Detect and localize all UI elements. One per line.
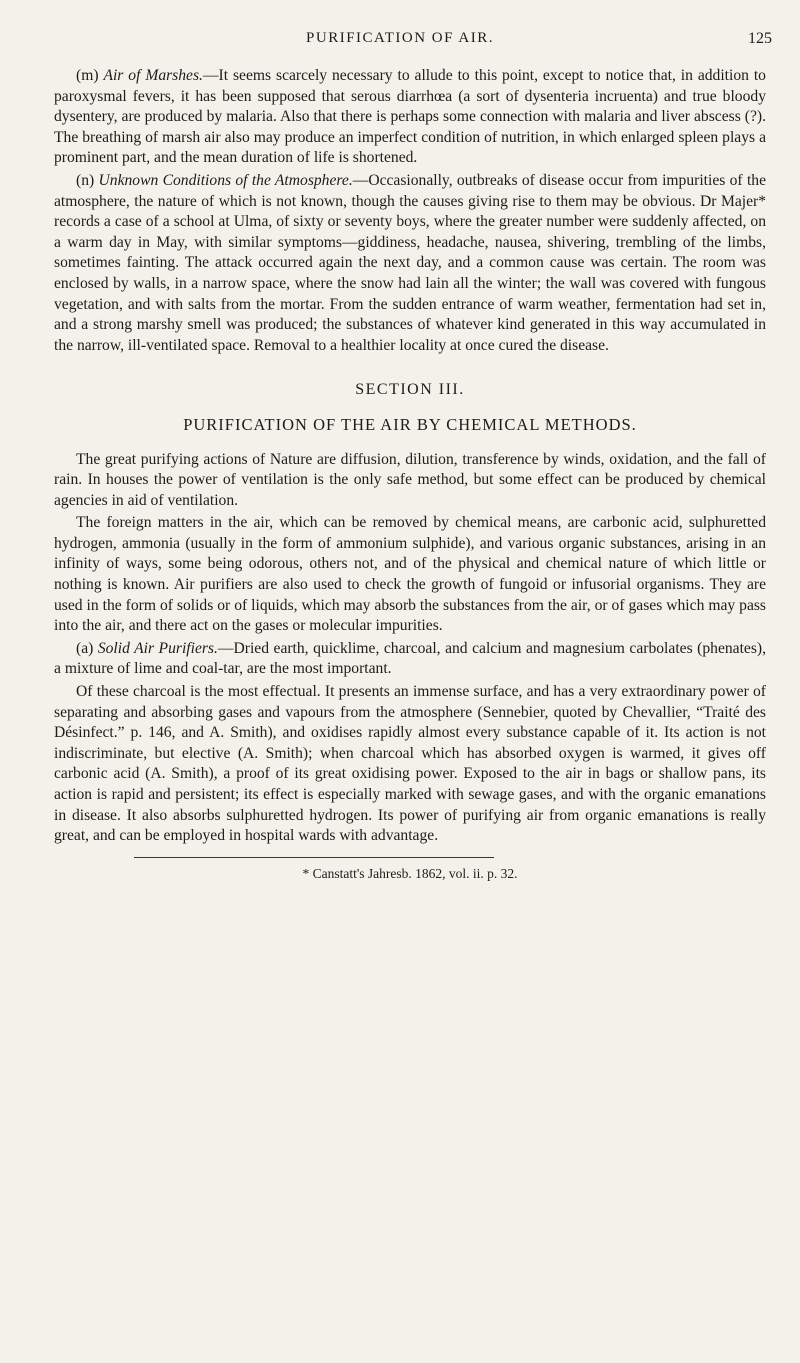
footnote-divider	[134, 857, 494, 858]
page-body	[54, 66, 766, 884]
running-title: PURIFICATION OF AIR.	[306, 30, 494, 46]
page-number: 125	[748, 30, 772, 47]
section-title: PURIFICATION OF THE AIR BY CHEMICAL METHODS.	[183, 414, 637, 434]
paragraph-unknown-conditions	[54, 171, 766, 356]
paragraph-text: —Occasionally, outbreaks of disease occur from impurities of the atmosphere, the nature of which is not known, though the causes giving rise to them may be obvious. Dr Majer* records a case of a school at Ulma, of sixty or seventy boys, where the greater number were suddenly affected, on a warm day in May, with similar symptoms—giddiness, headache, nausea, shivering, trembling of the limbs, sometimes fainting. The attack occurred again the next day, and a common cause was certain. The room was enclosed by walls, in a narrow space, where the snow had lain all the winter; the wall was covered with fungous vegetation, and with salts from the mortar. From the sudden entrance of warm weather, fermentation had set in, and a strong marshy smell was produced; the substances of whatever kind generated in this way accumulated in the narrow, ill-ventilated space. Removal to a healthier locality at once cured the disease.	[54, 171, 766, 354]
paragraph-label: (a)	[76, 639, 94, 657]
paragraph-title: Unknown Conditions of the Atmosphere.	[98, 171, 353, 189]
section-heading: SECTION III.	[355, 381, 465, 399]
paragraph-air-of-marshes	[54, 66, 766, 169]
paragraph-charcoal: Of these charcoal is the most effectual. It presents an immense surface, and has a very extraordinary power of separating and absorbing gases and vapours from the atmosphere (Sennebier, quoted by Chevallier, “Traité des Désinfect.” p. 146, and A. Smith), and oxidises rapidly almost every substance capable of it. Its action is not indiscriminate, but elective (A. Smith); when charcoal which has absorbed oxygen is warmed, it gives off carbonic acid (A. Smith), a proof of its great oxidising power. Exposed to the air in bags or shallow pans, its action is rapid and persistent; its effect is especially marked with sewage gases, and with the organic emanations in disease. It also absorbs sulphuretted hydrogen. Its power of purifying air from organic emanations is really great, and can be employed in hospital wards with advantage.	[54, 683, 766, 845]
paragraph-label: (m)	[76, 67, 99, 84]
paragraph-label: (n)	[76, 171, 95, 189]
paragraph-title: Air of Marshes.	[103, 67, 203, 84]
paragraph-text: —Dried earth, quicklime, charcoal, and calcium and magnesium carbolates (phenates), a mixture of lime and coal-tar, are the most important.	[54, 639, 766, 678]
paragraph-foreign-matters: The foreign matters in the air, which can be removed by chemical means, are carbonic acid, sulphuretted hydrogen, ammonia (usually in the form of ammonium sulphide), and various organic substances, arising in an infinity of ways, some being odorous, others not, and of the physical and chemical nature of which little or nothing is known. Air purifiers are also used to check the growth of fungoid or infusorial organisms. They are used in the form of solids or of liquids, which may absorb the substances from the air, or of gases which may pass into the air, and there act on the gases or molecular impurities.	[54, 514, 766, 635]
paragraph-intro: The great purifying actions of Nature are diffusion, dilution, transference by winds, oxidation, and the fall of rain. In houses the power of ventilation is the only safe method, but some effect can be produced by chemical agencies in aid of ventilation.	[54, 450, 766, 509]
page-header	[0, 30, 800, 54]
footnote: * Canstatt's Jahresb. 1862, vol. ii. p. 32.	[302, 865, 518, 881]
paragraph-title: Solid Air Purifiers.	[97, 639, 218, 657]
paragraph-text: —It seems scarcely necessary to allude to this point, except to notice that, in addition to paroxysmal fevers, it has been supposed that serous diarrhœa (a sort of dysenteria incruenta) and true bloody dysentery, are produced by malaria. Also that there is perhaps some connection with malaria and liver abscess (?). The breathing of marsh air also may produce an imperfect condition of nutrition, in which enlarged spleen plays a prominent part, and the mean duration of life is shortened.	[54, 67, 766, 167]
paragraph-solid-air-purifiers	[54, 639, 766, 680]
